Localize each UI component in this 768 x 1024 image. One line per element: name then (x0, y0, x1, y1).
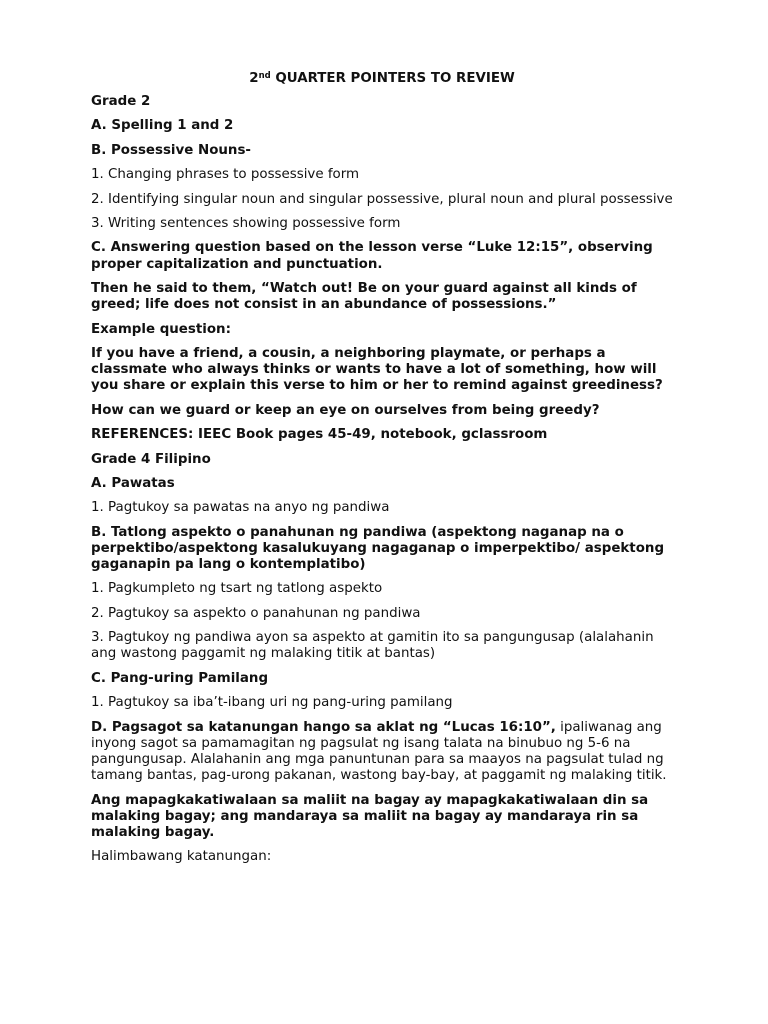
grade4-section-d-heading: D. Pagsagot sa katanungan hango sa aklat ng “Lucas 16:10”, (91, 719, 556, 735)
grade2-references: REFERENCES: IEEC Book pages 45-49, notebook, gclassroom (91, 427, 548, 443)
grade2-section-a: A. Spelling 1 and 2 (91, 118, 234, 134)
grade4-section-d (91, 720, 673, 785)
grade4-heading: Grade 4 Filipino (91, 451, 211, 467)
grade2-section-c: C. Answering question based on the lesson verse “Luke 12:15”, observing proper capitalization and punctuation. (91, 240, 653, 272)
grade2-verse: Then he said to them, “Watch out! Be on your guard against all kinds of greed; life does not consist in an abundance of possessions.” (91, 280, 637, 313)
grade4-b-item-2: 2. Pagtukoy sa aspekto o panahunan ng pandiwa (91, 605, 421, 621)
grade4-section-b: B. Tatlong aspekto o panahunan ng pandiwa (aspektong naganap na o perpektibo/aspektong kasalukuyang nagaganap o imperpektibo/ aspektong gaganapin pa lang o kontemplatibo) (91, 524, 665, 573)
grade4-b-item-3: 3. Pagtukoy ng pandiwa ayon sa aspekto at gamitin ito sa pangungusap (alalahanin ang wastong paggamit ng malaking titik at bantas) (91, 630, 654, 662)
grade4-verse: Ang mapagkakatiwalaan sa maliit na bagay ay mapagkakatiwalaan din sa malaking bagay; ang mandaraya sa maliit na bagay ay mandaraya rin sa malaking bagay. (91, 792, 649, 841)
grade2-example-question-2: How can we guard or keep an eye on ourselves from being greedy? (91, 402, 600, 418)
grade2-b-item-1: 1. Changing phrases to possessive form (91, 167, 360, 183)
grade2-example-label: Example question: (91, 321, 231, 337)
page-title (91, 70, 673, 88)
title-text: QUARTER POINTERS TO REVIEW (270, 71, 515, 86)
title-superscript: nd (258, 71, 271, 81)
grade4-section-c: C. Pang-uring Pamilang (91, 670, 269, 686)
grade4-c-item-1: 1. Pagtukoy sa iba’t-ibang uri ng pang-uring pamilang (91, 695, 453, 711)
grade4-b-item-1: 1. Pagkumpleto ng tsart ng tatlong aspekto (91, 581, 383, 597)
title-number: 2 (249, 71, 259, 86)
grade4-section-d-instructions: ipaliwanag ang inyong sagot sa pamamagitan ng pagsulat ng isang talata na binubuo ng 5-6 na pangungusap. Alalahanin ang mga panuntunan para sa maayos na pagsulat tulad ng tamang bantas, pag-urong pakanan, wastong bay-bay, at paggamit ng malaking titik. (91, 719, 667, 784)
grade2-b-item-3: 3. Writing sentences showing possessive form (91, 215, 401, 231)
grade2-section-b: B. Possessive Nouns- (91, 142, 251, 158)
grade2-example-question-1: If you have a friend, a cousin, a neighboring playmate, or perhaps a classmate who always thinks or wants to have a lot of something, how will you share or explain this verse to him or her to remind against greediness? (91, 345, 663, 394)
grade2-b-item-2: 2. Identifying singular noun and singular possessive, plural noun and plural possessive (91, 191, 673, 207)
grade2-heading: Grade 2 (91, 94, 151, 109)
grade4-example-label: Halimbawang katanungan: (91, 849, 272, 865)
grade4-a-item-1: 1. Pagtukoy sa pawatas na anyo ng pandiwa (91, 500, 390, 516)
grade4-section-a: A. Pawatas (91, 475, 175, 491)
